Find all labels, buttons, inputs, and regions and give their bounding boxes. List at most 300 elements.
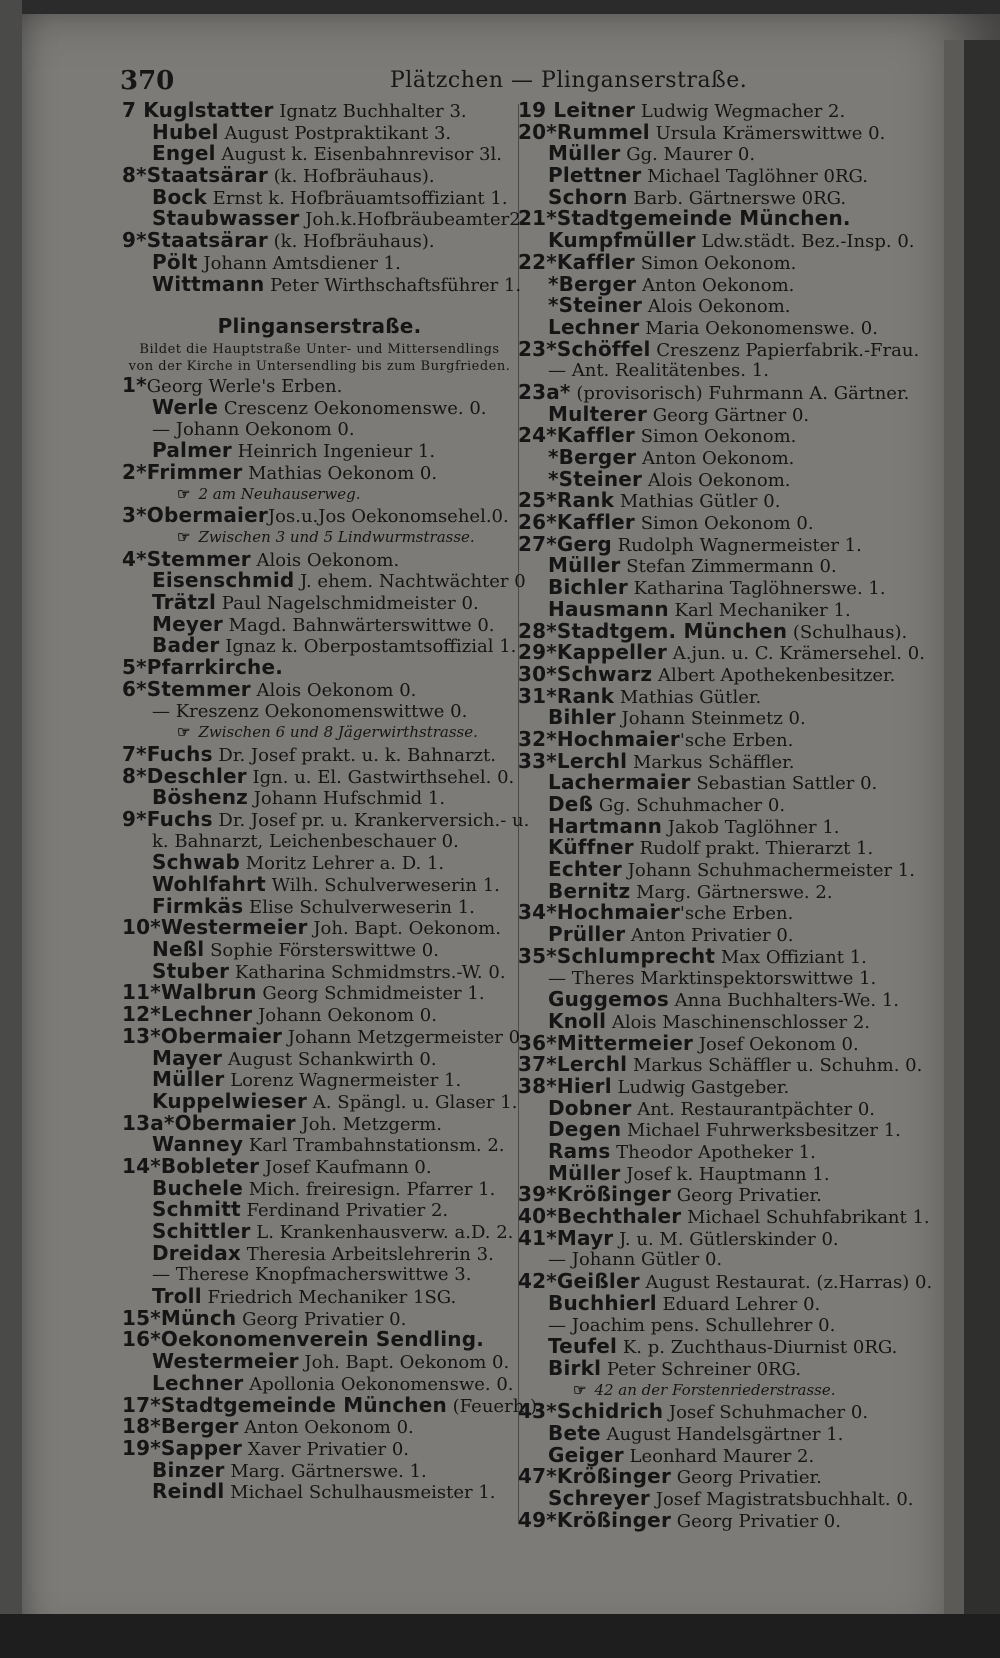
directory-entry xyxy=(122,611,517,636)
entry-details: Georg Privatier 0. xyxy=(236,1308,407,1330)
directory-entry xyxy=(122,741,517,766)
directory-entry xyxy=(122,1175,517,1200)
directory-entry xyxy=(122,119,517,144)
entry-name: Knoll xyxy=(548,1008,607,1033)
entry-details: Johann Hufschmid 1. xyxy=(247,788,446,810)
directory-entry xyxy=(518,336,938,361)
entry-details: (Schulhaus). xyxy=(787,621,908,643)
entry-details: Michael Taglöhner 0RG. xyxy=(641,166,868,188)
entry-details: Zwischen 3 und 5 Lindwurmstrasse. xyxy=(198,528,475,546)
entry-name: Dobner xyxy=(548,1095,632,1120)
right-column xyxy=(518,100,938,1531)
entry-details: Albert Apothekenbesitzer. xyxy=(652,664,896,686)
page-gutter xyxy=(944,40,964,1640)
directory-entry xyxy=(122,1045,517,1070)
entry-details: Ignaz k. Oberpostamtsoffizial 1. xyxy=(219,636,517,658)
entry-name: Firmkäs xyxy=(152,893,244,918)
directory-entry xyxy=(122,1392,538,1417)
entry-details: Markus Schäffler u. Schuhm. 0. xyxy=(627,1055,923,1077)
directory-entry xyxy=(518,1507,938,1532)
entry-name: 26*Kaffler xyxy=(518,510,635,535)
entry-details: Moritz Lehrer a. D. 1. xyxy=(240,853,445,875)
entry-name: Staubwasser xyxy=(152,206,300,231)
directory-entry xyxy=(122,1264,517,1286)
directory-entry xyxy=(518,813,938,838)
directory-entry xyxy=(518,1488,938,1510)
entry-name: 40*Bechthaler xyxy=(518,1204,682,1229)
directory-entry xyxy=(518,555,938,577)
directory-entry xyxy=(122,1286,517,1308)
entry-name: Schorn xyxy=(548,184,628,209)
directory-entry xyxy=(518,143,938,165)
entry-details: Georg Gärtner 0. xyxy=(647,404,810,426)
entry-name: 6*Stemmer xyxy=(122,676,251,701)
entry-details: Joh. Bapt. Oekonom. xyxy=(307,918,501,940)
entry-name: 43*Schidrich xyxy=(518,1399,664,1424)
directory-entry xyxy=(518,379,938,404)
entry-details: Ursula Krämerswittwe 0. xyxy=(649,122,886,144)
entry-details: Barb. Gärtnerswe 0RG. xyxy=(627,187,847,209)
entry-details: Alois Oekonom. xyxy=(642,469,791,491)
directory-entry xyxy=(122,982,517,1004)
entry-name: Echter xyxy=(548,857,622,882)
entry-name: 23a* xyxy=(518,379,571,404)
entry-name: Lechner xyxy=(152,1370,244,1395)
entry-name: Hausmann xyxy=(548,596,669,621)
directory-entry xyxy=(122,143,517,165)
entry-details: Simon Oekonom. xyxy=(634,252,797,274)
running-head: Plätzchen — Plinganserstraße. xyxy=(390,68,748,93)
directory-entry xyxy=(518,295,938,317)
entry-name: 21*Stadtgemeinde München. xyxy=(518,206,851,231)
entry-name: 9*Staatsärar xyxy=(122,228,268,253)
street-description xyxy=(122,341,517,358)
directory-entry xyxy=(518,401,938,426)
entry-details: A. Spängl. u. Glaser 1. xyxy=(307,1091,518,1113)
entry-details: Karl Mechaniker 1. xyxy=(668,599,851,621)
entry-details: — Kreszenz Oekonomenswittwe 0. xyxy=(152,700,468,722)
directory-entry xyxy=(518,314,938,339)
directory-entry xyxy=(518,230,938,252)
directory-entry xyxy=(518,184,938,209)
directory-entry xyxy=(122,893,517,918)
entry-name: Müller xyxy=(548,141,621,166)
entry-details: — Therese Knopfmacherswittwe 3. xyxy=(152,1264,472,1286)
pointing-hand-icon: ☞ xyxy=(177,528,191,546)
entry-name: Buchhierl xyxy=(548,1290,657,1315)
entry-name: 1* xyxy=(122,373,147,398)
cross-street-note xyxy=(518,1380,938,1402)
directory-entry xyxy=(518,707,938,729)
entry-details: Josef Kaufmann 0. xyxy=(259,1156,432,1178)
pointing-hand-icon: ☞ xyxy=(177,723,191,742)
entry-name: 29*Kappeller xyxy=(518,640,668,665)
entry-details: Rudolf prakt. Thierarzt 1. xyxy=(633,838,874,860)
pointing-hand-icon: ☞ xyxy=(573,1380,587,1399)
directory-entry xyxy=(518,531,938,556)
entry-name: Birkl xyxy=(548,1355,602,1380)
entry-details: Georg Privatier. xyxy=(671,1185,822,1207)
entry-name: 3*Obermaier xyxy=(122,503,268,528)
directory-entry xyxy=(122,806,530,831)
entry-name: Troll xyxy=(152,1284,202,1309)
entry-name: Böshenz xyxy=(152,785,248,810)
entry-name: 13a*Obermaier xyxy=(122,1110,296,1135)
entry-details: Georg Privatier. xyxy=(671,1467,822,1489)
entry-details: A.jun. u. C. Krämersehel. 0. xyxy=(667,643,925,665)
directory-entry xyxy=(518,577,938,599)
entry-details: Dr. Josef pr. u. Krankerversich.- u. xyxy=(212,809,530,831)
entry-details: Marg. Gärtnerswe. 1. xyxy=(224,1460,427,1482)
entry-name: Pölt xyxy=(152,249,198,274)
entry-details: Gg. Maurer 0. xyxy=(620,144,756,166)
entry-name: Hubel xyxy=(152,119,219,144)
entry-name: Lechner xyxy=(548,314,640,339)
scan-left-border xyxy=(0,0,22,1658)
entry-name: 10*Westermeier xyxy=(122,915,308,940)
directory-entry xyxy=(518,683,938,708)
directory-entry xyxy=(518,447,938,469)
entry-name: 8*Staatsärar xyxy=(122,163,268,188)
entry-details: 2 am Neuhauserweg. xyxy=(198,484,361,503)
entry-name: 24*Kaffler xyxy=(518,423,635,448)
entry-details: August Postpraktikant 3. xyxy=(218,122,452,144)
directory-entry xyxy=(518,1008,938,1033)
entry-name: 5*Pfarrkirche. xyxy=(122,655,284,680)
directory-entry xyxy=(122,958,517,983)
directory-entry xyxy=(518,208,938,230)
entry-name: Bader xyxy=(152,633,220,658)
entry-details: Paul Nagelschmidmeister 0. xyxy=(216,593,479,615)
entry-name: 19 Leitner xyxy=(518,98,636,122)
entry-name: Neßl xyxy=(152,937,205,962)
directory-entry xyxy=(122,100,517,122)
entry-details: August Restaurat. (z.Harras) 0. xyxy=(639,1272,933,1294)
entry-details: 'sche Erben. xyxy=(679,903,794,925)
entry-details: Sophie Försterswittwe 0. xyxy=(204,940,439,962)
entry-details: Johann Metzgermeister 0. xyxy=(282,1026,526,1048)
directory-entry xyxy=(122,230,517,252)
entry-details: Heinrich Ingenieur 1. xyxy=(231,441,436,463)
directory-entry xyxy=(518,726,938,751)
directory-entry xyxy=(518,1355,938,1380)
entry-details: Rudolph Wagnermeister 1. xyxy=(611,534,862,556)
entry-details: Gg. Schuhmacher 0. xyxy=(593,795,786,816)
entry-details: August Schankwirth 0. xyxy=(222,1048,437,1070)
directory-entry xyxy=(122,701,517,723)
entry-name: 49*Krößinger xyxy=(518,1507,672,1532)
entry-details: Wilh. Schulverweserin 1. xyxy=(265,875,500,896)
directory-entry xyxy=(518,490,938,512)
street-title xyxy=(122,295,517,341)
entry-details: 'sche Erben. xyxy=(679,729,794,751)
directory-entry xyxy=(122,676,517,701)
entry-details: Josef k. Hauptmann 1. xyxy=(620,1163,830,1185)
entry-details: Peter Wirthschaftsführer 1. xyxy=(264,274,522,296)
entry-name: Bihler xyxy=(548,705,616,730)
entry-name: Rams xyxy=(548,1139,611,1163)
entry-details: Magd. Bahnwärterswittwe 0. xyxy=(222,614,495,636)
entry-details: — Ant. Realitätenbes. 1. xyxy=(548,360,769,382)
entry-details: Mathias Oekonom 0. xyxy=(242,462,438,484)
entry-name: 20*Rummel xyxy=(518,119,650,144)
directory-entry xyxy=(518,1073,938,1098)
entry-details: Georg Schmidmeister 1. xyxy=(256,983,485,1005)
entry-details: Georg Privatier 0. xyxy=(671,1510,841,1532)
directory-entry xyxy=(122,939,517,961)
entry-name: 7*Fuchs xyxy=(122,741,213,766)
directory-entry xyxy=(518,271,938,296)
directory-entry xyxy=(122,1110,517,1135)
entry-name: Werle xyxy=(152,394,219,419)
directory-entry xyxy=(122,831,517,853)
directory-entry xyxy=(518,100,938,122)
directory-entry xyxy=(518,1249,938,1271)
entry-name: Bock xyxy=(152,184,207,209)
entry-details: — Johann Oekonom 0. xyxy=(152,418,355,440)
entry-name: Bernitz xyxy=(548,878,631,903)
directory-entry xyxy=(122,592,517,614)
left-column xyxy=(122,98,538,1504)
directory-entry xyxy=(518,1420,938,1445)
entry-name: Schmitt xyxy=(152,1197,241,1222)
entry-details: J. u. M. Gütlerskinder 0. xyxy=(613,1228,839,1250)
entry-name: Schwab xyxy=(152,850,240,875)
directory-entry xyxy=(518,1442,938,1467)
entry-details: Maria Oekonomenswe. 0. xyxy=(639,317,878,339)
directory-entry xyxy=(122,1221,517,1243)
pointing-hand-icon: ☞ xyxy=(177,484,191,503)
entry-name: Meyer xyxy=(152,611,223,636)
directory-entry xyxy=(518,119,938,144)
entry-name: Trätzl xyxy=(152,590,217,615)
entry-name: 18*Berger xyxy=(122,1414,239,1439)
entry-details: J. ehem. Nachtwächter 0 xyxy=(294,571,526,593)
directory-entry xyxy=(122,206,527,231)
directory-entry xyxy=(122,635,517,657)
entry-details: Leonhard Maurer 2. xyxy=(623,1445,815,1467)
entry-details: Michael Schuhfabrikant 1. xyxy=(681,1207,930,1229)
entry-details: — Johann Gütler 0. xyxy=(548,1249,723,1271)
entry-details: Mathias Gütler. xyxy=(614,686,762,708)
entry-name: 27*Gerg xyxy=(518,531,612,556)
directory-entry xyxy=(518,661,938,686)
entry-name: *Berger xyxy=(548,445,637,469)
entry-details: Johann Oekonom 0. xyxy=(252,1005,437,1027)
entry-details: Anton Oekonom 0. xyxy=(238,1417,414,1439)
directory-entry xyxy=(518,989,938,1011)
directory-entry xyxy=(518,165,938,187)
entry-details: Anna Buchhalters-We. 1. xyxy=(668,990,899,1012)
entry-details: Simon Oekonom. xyxy=(634,426,797,448)
entry-details: Crescenz Oekonomenswe. 0. xyxy=(218,397,487,419)
directory-entry xyxy=(122,917,517,939)
entry-name: Kumpfmüller xyxy=(548,228,696,253)
entry-details: Michael Schulhausmeister 1. xyxy=(224,1482,496,1504)
directory-entry xyxy=(122,1351,517,1373)
entry-name: 36*Mittermeier xyxy=(518,1030,694,1055)
entry-name: 17*Stadtgemeinde München xyxy=(122,1392,447,1417)
entry-details: Michael Fuhrwerksbesitzer 1. xyxy=(621,1120,901,1142)
directory-entry xyxy=(518,1466,938,1488)
entry-details: August k. Eisenbahnrevisor 3l. xyxy=(215,144,502,166)
entry-details: Alois Maschinenschlosser 2. xyxy=(606,1011,871,1033)
entry-details: Xaver Privatier 0. xyxy=(242,1438,409,1460)
directory-entry xyxy=(122,1153,517,1178)
entry-name: Prüller xyxy=(548,922,626,947)
entry-details: Alois Oekonom. xyxy=(642,296,791,318)
entry-details: Johann Schuhmachermeister 1. xyxy=(621,860,915,882)
entry-details: Ludwig Wegmacher 2. xyxy=(635,101,846,122)
directory-entry xyxy=(518,1225,938,1250)
entry-details: Ernst k. Hofbräuamtsoffiziant 1. xyxy=(206,187,508,209)
directory-entry xyxy=(518,642,938,664)
entry-name: Palmer xyxy=(152,438,232,463)
directory-entry xyxy=(122,568,526,593)
entry-details: von der Kirche in Untersendling bis zum Burgfrieden. xyxy=(128,359,511,375)
entry-details: k. Bahnarzt, Leichenbeschauer 0. xyxy=(152,830,459,852)
entry-details: Alois Oekonom. xyxy=(250,549,400,571)
entry-name: 32*Hochmaier xyxy=(518,726,680,751)
directory-entry xyxy=(518,1030,938,1055)
cross-street-note xyxy=(122,722,517,744)
directory-entry xyxy=(122,1004,517,1026)
entry-details: Markus Schäffler. xyxy=(627,751,795,773)
directory-entry xyxy=(122,1370,517,1395)
entry-name: Schreyer xyxy=(548,1486,650,1510)
directory-entry xyxy=(518,512,938,534)
entry-details: Bildet die Hauptstraße Unter- und Mittersendlings xyxy=(139,342,500,358)
directory-entry xyxy=(122,852,517,874)
directory-entry xyxy=(518,1119,938,1141)
directory-entry xyxy=(122,1134,517,1156)
directory-entry xyxy=(122,874,517,896)
entry-name: Degen xyxy=(548,1117,622,1142)
entry-details: August Handelsgärtner 1. xyxy=(600,1423,844,1445)
entry-name: *Steiner xyxy=(548,293,643,318)
entry-details: Lorenz Wagnermeister 1. xyxy=(224,1070,462,1092)
entry-name: Plettner xyxy=(548,163,642,188)
entry-details: Alois Oekonom 0. xyxy=(250,679,417,701)
directory-entry xyxy=(518,924,938,946)
entry-details: (provisorisch) Fuhrmann A. Gärtner. xyxy=(570,382,910,404)
entry-details: K. p. Zuchthaus-Diurnist 0RG. xyxy=(617,1337,898,1359)
entry-name: 33*Lerchl xyxy=(518,748,628,773)
directory-entry xyxy=(518,1141,938,1163)
street-description xyxy=(122,358,517,375)
entry-name: Plinganserstraße. xyxy=(217,314,422,339)
entry-details: Theodor Apotheker 1. xyxy=(610,1142,816,1163)
directory-entry xyxy=(518,1336,938,1358)
entry-name: 31*Rank xyxy=(518,683,615,708)
directory-entry xyxy=(122,165,517,187)
directory-entry xyxy=(122,657,517,679)
entry-name: Müller xyxy=(152,1067,225,1092)
entry-name: Müller xyxy=(548,1160,621,1185)
entry-details: Elise Schulverweserin 1. xyxy=(243,896,475,918)
cross-street-note xyxy=(122,484,517,506)
directory-entry xyxy=(518,466,938,491)
directory-entry xyxy=(122,1329,517,1351)
directory-entry xyxy=(518,1206,938,1228)
entry-name: 2*Frimmer xyxy=(122,459,243,484)
entry-name: *Berger xyxy=(548,271,637,296)
entry-details: Jos.u.Jos Oekonomsehel.0. xyxy=(267,506,509,528)
directory-entry xyxy=(518,1290,938,1315)
entry-details: Josef Oekonom 0. xyxy=(693,1033,859,1055)
entry-details: Ldw.städt. Bez.-Insp. 0. xyxy=(695,231,915,253)
directory-entry xyxy=(122,419,517,441)
entry-name: 14*Bobleter xyxy=(122,1153,260,1178)
directory-entry xyxy=(518,1184,938,1206)
entry-name: 8*Deschler xyxy=(122,763,247,788)
entry-name: Bichler xyxy=(548,575,628,600)
entry-name: Schittler xyxy=(152,1219,251,1243)
directory-entry xyxy=(518,859,938,881)
directory-entry xyxy=(122,1023,526,1048)
directory-entry xyxy=(518,1401,938,1423)
directory-entry xyxy=(122,459,517,484)
entry-details: Josef Magistratsbuchhalt. 0. xyxy=(650,1489,914,1510)
directory-entry xyxy=(518,1054,938,1076)
directory-entry xyxy=(518,968,938,990)
entry-name: 22*Kaffler xyxy=(518,249,635,274)
entry-details: Joh. Metzgerm. xyxy=(295,1113,442,1135)
entry-details: Ignatz Buchhalter 3. xyxy=(273,101,467,122)
entry-details: Jakob Taglöhner 1. xyxy=(662,816,840,838)
directory-entry xyxy=(518,1315,938,1337)
directory-entry xyxy=(122,440,517,462)
directory-entry xyxy=(122,1069,517,1091)
entry-details: Stefan Zimmermann 0. xyxy=(620,556,837,578)
entry-name: 35*Schlumprecht xyxy=(518,943,716,968)
entry-details: Joh. Bapt. Oekonom 0. xyxy=(298,1352,510,1374)
entry-name: Müller xyxy=(548,553,621,578)
entry-name: 11*Walbrun xyxy=(122,980,257,1005)
entry-details: — Theres Marktinspektorswittwe 1. xyxy=(548,967,877,989)
entry-name: Engel xyxy=(152,141,216,166)
directory-entry xyxy=(518,943,938,968)
directory-entry xyxy=(518,902,938,924)
entry-details: Katharina Taglöhnerswe. 1. xyxy=(627,578,886,600)
entry-details: Zwischen 6 und 8 Jägerwirthstrasse. xyxy=(198,723,478,742)
entry-name: Deß xyxy=(548,792,594,816)
entry-details: Anton Oekonom. xyxy=(636,274,795,296)
directory-entry xyxy=(122,763,517,788)
entry-details: Ferdinand Privatier 2. xyxy=(240,1200,449,1222)
entry-details: Apollonia Oekonomenswe. 0. xyxy=(243,1373,514,1395)
page-header xyxy=(120,66,960,100)
directory-entry xyxy=(518,1095,938,1120)
entry-details: Mich. freiresign. Pfarrer 1. xyxy=(242,1178,496,1200)
directory-entry xyxy=(122,184,517,209)
entry-details: Creszenz Papierfabrik.-Frau. xyxy=(650,339,920,361)
directory-entry xyxy=(518,748,938,773)
directory-entry xyxy=(122,1305,517,1330)
entry-details: (k. Hofbräuhaus). xyxy=(267,231,435,253)
entry-name: 47*Krößinger xyxy=(518,1464,672,1489)
entry-name: Kuppelwieser xyxy=(152,1088,308,1113)
entry-details: Ign. u. El. Gastwirthsehel. 0. xyxy=(246,766,515,788)
directory-entry xyxy=(518,596,938,621)
entry-name: 13*Obermaier xyxy=(122,1023,283,1048)
entry-name: Westermeier xyxy=(152,1349,299,1374)
entry-name: 12*Lechner xyxy=(122,1002,253,1027)
entry-name: Reindl xyxy=(152,1479,225,1504)
entry-name: 39*Krößinger xyxy=(518,1182,672,1207)
directory-entry xyxy=(122,375,517,397)
entry-details: Peter Schreiner 0RG. xyxy=(601,1358,802,1380)
